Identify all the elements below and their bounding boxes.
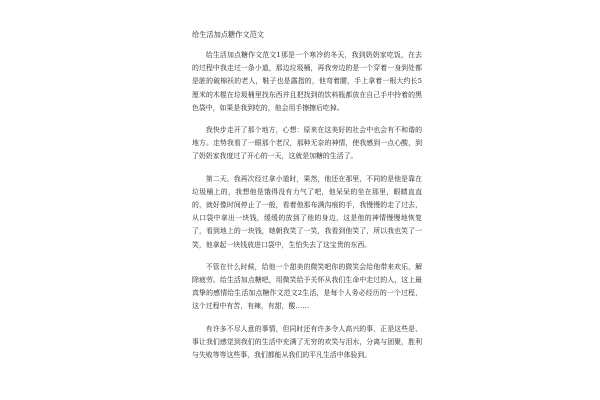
paragraph: 有许多不尽人意的事情，但同时还有许多令人高兴的事，正是这些是、事让我们感觉到我们的生活中充满了无穷的欢笑与泪水，分离与团聚，胜利与失败等等这些事，我们都能从我们的平凡生活中体验到。 [192,324,422,360]
paragraph: 第二天，我再次经过拿小道时，果然，他还在那里，不同的是他是靠在垃圾桶上的，我想他是饿得没有力气了吧，他呆呆的坐在那里，眼睛直直的，就好像时间停止了一般，看着他那布满沟痕的手，我慢慢的走了过去，从口袋中拿出一块钱，缓缓的放到了他的身边，这是他的神情慢慢地恢复了，看到地上的一块钱，她朝我笑了一笑，我看到他笑了，所以我也笑了一笑，他拿起一块钱放进口袋中，生怕失去了这宝贵的东西。 [192,174,422,249]
paragraph: 不管在什么时候，给他一个甜美的微笑吧你的微笑会给他带来欢乐，解除疲劳。给生活加点糖吧，用微笑给予关怀从我们生命中走过的人，这上最真挚的感情给生活加点糖作文范文2生活，是每个人务必经历的一个过程，这个过程中有苦，有辣，有甜，酸…… [192,262,422,311]
document-body [192,30,422,371]
paragraph: 给生活加点糖作文范文1那是一个寒冷的冬天，我到奶奶家吃饭，在去的过程中我走过一条小道，那边垃圾桶，再我旁边的是一个穿着一身到处都是脏的破棉袄的老人，鞋子也是露指的，他弯着腰，手上拿着一根大约长5厘米的木棍在垃圾桶里找东西并且把找到的饮料瓶都放在自己手中拎着的黑色袋中，如果是我到吃的，他会用手擦擦后吃掉。 [192,51,422,112]
document-title: 给生活加点糖作文范文 [192,30,264,39]
paragraph: 我快步走开了那个地方，心想：原来在这美好的社会中也会有不和谐的地方。走势我看了一眼那个老汉，那种无奈的神情，使我感到一点心酸，到了奶奶家我度过了开心的一天，这就是加糖的生活了。 [192,126,422,161]
